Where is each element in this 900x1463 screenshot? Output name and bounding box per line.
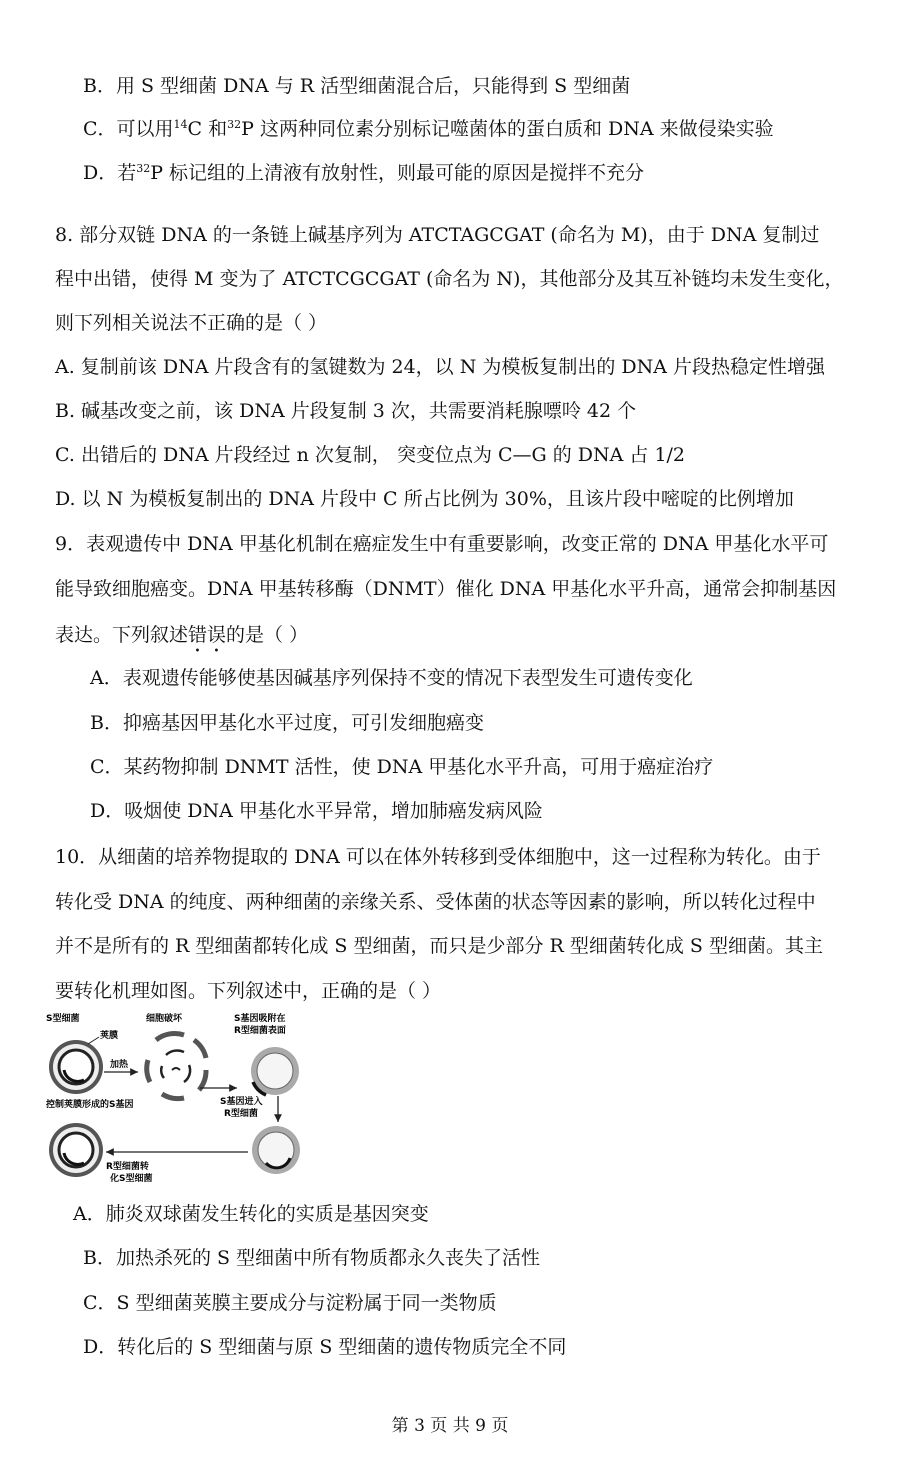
q9-option-b: B．抑癌基因甲基化水平过度，可引发细胞癌变: [90, 712, 484, 734]
label-s-gene-enter-2: R型细菌: [224, 1109, 258, 1119]
label-s-gene-adsorb-2: R型细菌表面: [234, 1026, 286, 1036]
q10-option-d: D．转化后的 S 型细菌与原 S 型细菌的遗传物质完全不同: [83, 1336, 567, 1358]
label-s-gene-enter-1: S基因进入: [220, 1097, 263, 1107]
q10-option-a: A．肺炎双球菌发生转化的实质是基因突变: [73, 1203, 429, 1225]
emphasis-word: 错误: [188, 624, 227, 646]
q10-stem-line-3: 并不是所有的 R 型细菌都转化成 S 型细菌，而只是少部分 R 型细菌转化成 S 型细菌。其主: [55, 935, 823, 957]
q7-option-b: B．用 S 型细菌 DNA 与 R 活型细菌混合后，只能得到 S 型细菌: [83, 75, 631, 97]
transformation-diagram: [44, 1010, 312, 1190]
q10-option-c: C．S 型细菌荚膜主要成分与淀粉属于同一类物质: [83, 1292, 497, 1314]
q7-option-c: C．可以用$^{14}$C 和$^{32}$P 这两种同位素分别标记噬菌体的蛋白质和 DNA 来做侵染实验: [83, 118, 774, 140]
label-s-gene-adsorb-1: S基因吸附在: [234, 1014, 286, 1024]
label-cell-broken: 细胞破坏: [146, 1014, 183, 1024]
r-cell-with-s-gene: [252, 1126, 300, 1174]
q10-option-b: B．加热杀死的 S 型细菌中所有物质都永久丧失了活性: [83, 1247, 541, 1269]
label-s-bacteria: S型细菌: [46, 1014, 80, 1024]
s-bacterium-cell: [49, 1040, 103, 1094]
q9-option-d: D．吸烟使 DNA 甲基化水平异常，增加肺癌发病风险: [90, 800, 543, 822]
transformed-s-bacterium: [49, 1123, 103, 1177]
q8-stem-line-1: 8. 部分双链 DNA 的一条链上碱基序列为 ATCTAGCGAT (命名为 M)，由于 DNA 复制过: [55, 224, 820, 246]
broken-cell: [147, 1034, 206, 1099]
q10-stem-line-2: 转化受 DNA 的纯度、两种细菌的亲缘关系、受体菌的状态等因素的影响，所以转化过程中: [55, 891, 816, 913]
q8-stem-line-3: 则下列相关说法不正确的是（ ）: [55, 312, 328, 334]
q8-option-d: D. 以 N 为模板复制出的 DNA 片段中 C 所占比例为 30%，且该片段中嘧啶的比例增加: [55, 488, 794, 510]
q8-option-c: C. 出错后的 DNA 片段经过 n 次复制， 突变位点为 C—G 的 DNA 占 1/2: [55, 444, 686, 466]
label-capsule: 荚膜: [100, 1031, 119, 1041]
page-footer: 第 3 页 共 9 页: [391, 1416, 509, 1436]
q10-stem-line-1: 10．从细菌的培养物提取的 DNA 可以在体外转移到受体细胞中，这一过程称为转化。由于: [55, 846, 821, 868]
q9-stem-line-3: 表达。下列叙述错误的是（ ）: [55, 624, 309, 646]
q9-stem-line-1: 9．表观遗传中 DNA 甲基化机制在癌症发生中有重要影响，改变正常的 DNA 甲基化水平可: [55, 533, 829, 555]
q9-option-a: A．表观遗传能够使基因碱基序列保持不变的情况下表型发生可遗传变化: [90, 667, 693, 689]
label-r-to-s-1: R型细菌转: [106, 1162, 149, 1172]
q9-stem-line-2: 能导致细胞癌变。DNA 甲基转移酶（DNMT）催化 DNA 甲基化水平升高，通常会抑制基因: [55, 578, 837, 600]
q9-option-c: C．某药物抑制 DNMT 活性，使 DNA 甲基化水平升高，可用于癌症治疗: [90, 756, 714, 778]
q7-option-d: D．若$^{32}$P 标记组的上清液有放射性，则最可能的原因是搅拌不充分: [83, 162, 645, 184]
label-r-to-s-2: 化S型细菌: [110, 1174, 153, 1184]
q8-option-b: B. 碱基改变之前，该 DNA 片段复制 3 次，共需要消耗腺嘌呤 42 个: [55, 400, 637, 422]
q10-stem-line-4: 要转化机理如图。下列叙述中，正确的是（ ）: [55, 980, 442, 1002]
r-cell-adsorbed: [251, 1047, 299, 1095]
label-heat: 加热: [110, 1060, 129, 1070]
q8-option-a: A. 复制前该 DNA 片段含有的氢键数为 24，以 N 为模板复制出的 DNA 片段热稳定性增强: [55, 356, 826, 378]
label-s-gene-control: 控制荚膜形成的S基因: [46, 1100, 134, 1110]
q8-stem-line-2: 程中出错，使得 M 变为了 ATCTCGCGAT (命名为 N)，其他部分及其互补链均未发生变化，: [55, 268, 844, 290]
